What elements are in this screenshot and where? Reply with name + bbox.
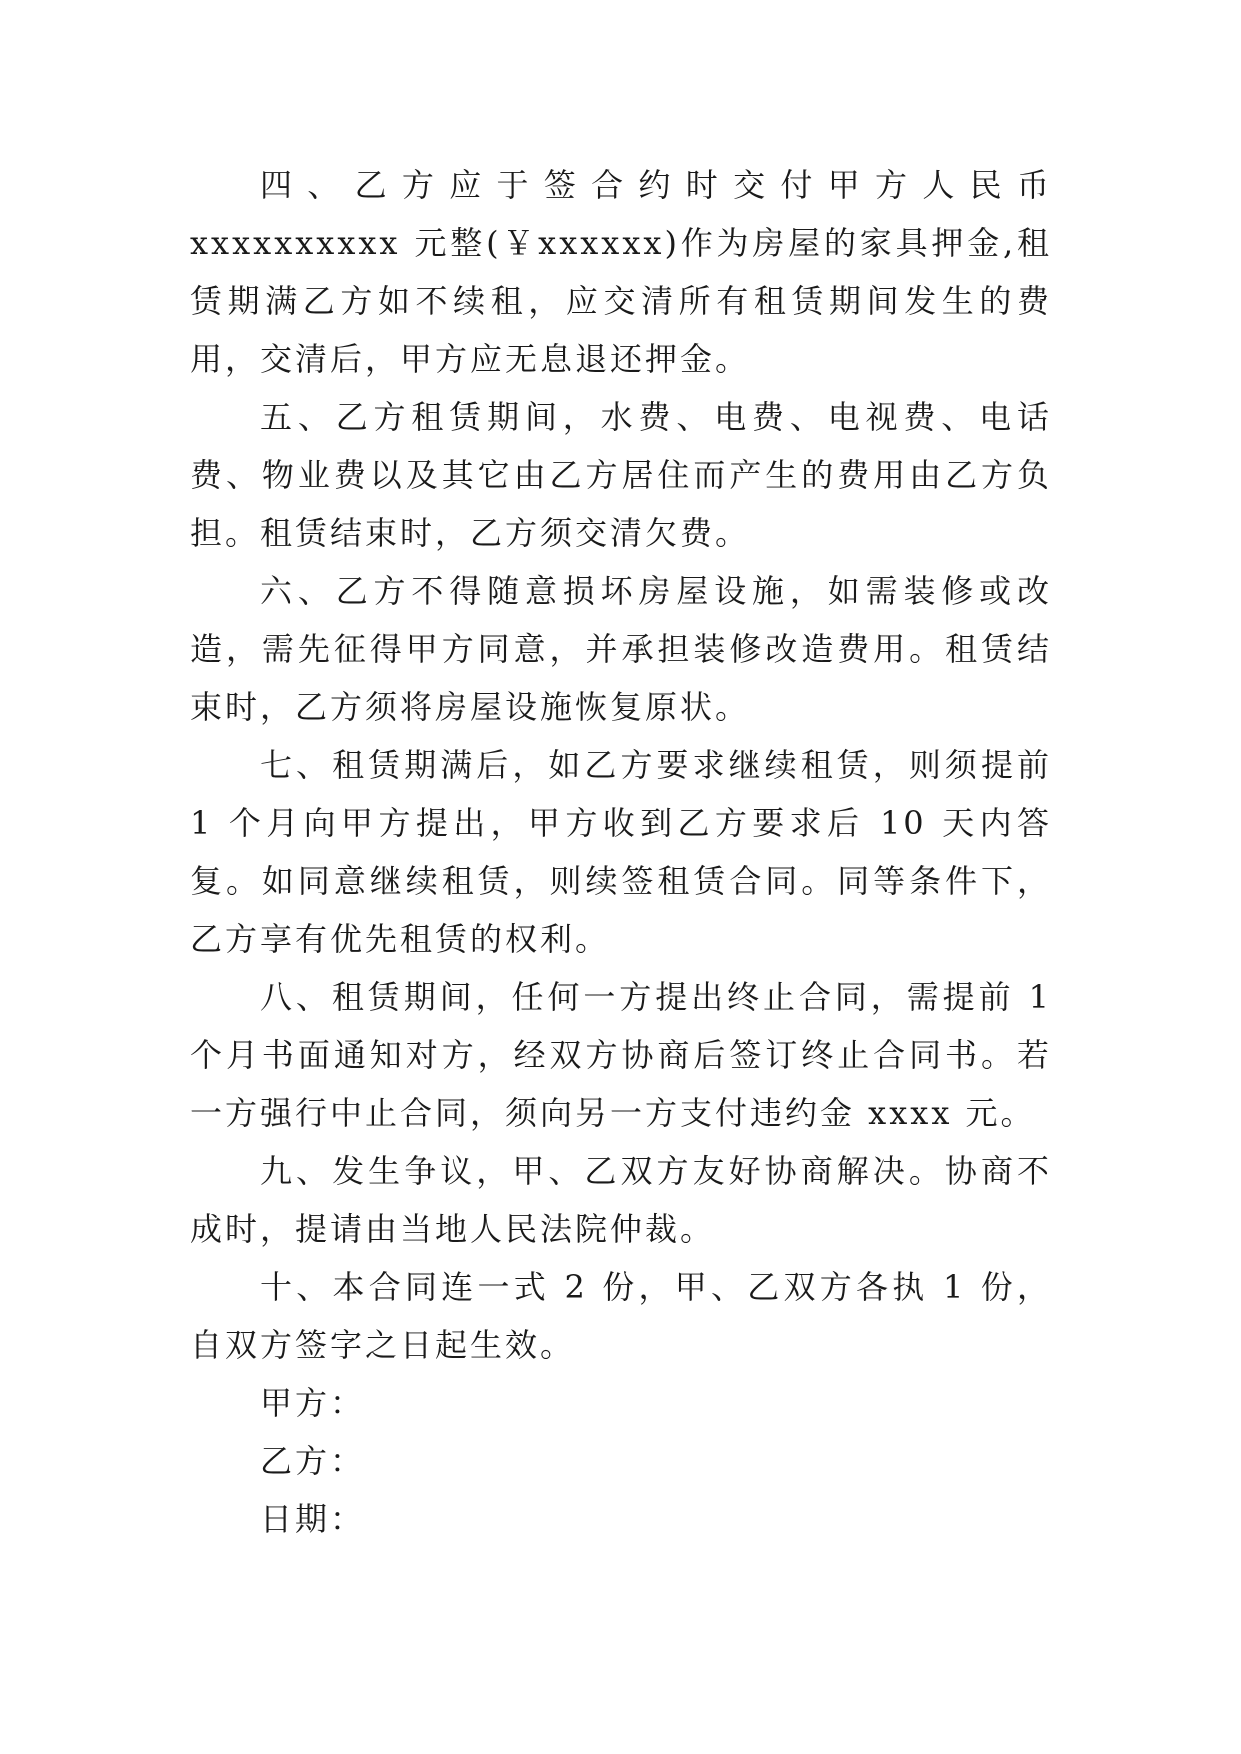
party-a-label: 甲方： <box>260 1384 366 1422</box>
party-b-label: 乙方： <box>260 1442 366 1480</box>
clause-4: 四、乙方应于签合约时交付甲方人民币 xxxxxxxxxx 元整(￥xxxxxx)作为房屋的家具押金,租赁期满乙方如不续租，应交清所有租赁期间发生的费用，交清后，甲方应无息退还押金。 <box>190 166 1052 378</box>
clause-10: 十、本合同连一式 2 份，甲、乙双方各执 1 份，自双方签字之日起生效。 <box>190 1268 1052 1364</box>
clause-5: 五、乙方租赁期间，水费、电费、电视费、电话费、物业费以及其它由乙方居住而产生的费用由乙方负担。租赁结束时，乙方须交清欠费。 <box>190 398 1052 552</box>
date-label: 日期： <box>260 1500 366 1538</box>
clause-6: 六、乙方不得随意损坏房屋设施，如需装修或改造，需先征得甲方同意，并承担装修改造费用。租赁结束时，乙方须将房屋设施恢复原状。 <box>190 572 1052 726</box>
contract-body <box>190 156 1052 1548</box>
clause-7: 七、租赁期满后，如乙方要求继续租赁，则须提前 1 个月向甲方提出，甲方收到乙方要求后 10 天内答复。如同意继续租赁，则续签租赁合同。同等条件下，乙方享有优先租赁的权利。 <box>190 746 1052 958</box>
clause-9: 九、发生争议，甲、乙双方友好协商解决。协商不成时，提请由当地人民法院仲裁。 <box>190 1152 1052 1248</box>
clause-8: 八、租赁期间，任何一方提出终止合同，需提前 1 个月书面通知对方，经双方协商后签订终止合同书。若一方强行中止合同，须向另一方支付违约金 xxxx 元。 <box>190 978 1052 1132</box>
